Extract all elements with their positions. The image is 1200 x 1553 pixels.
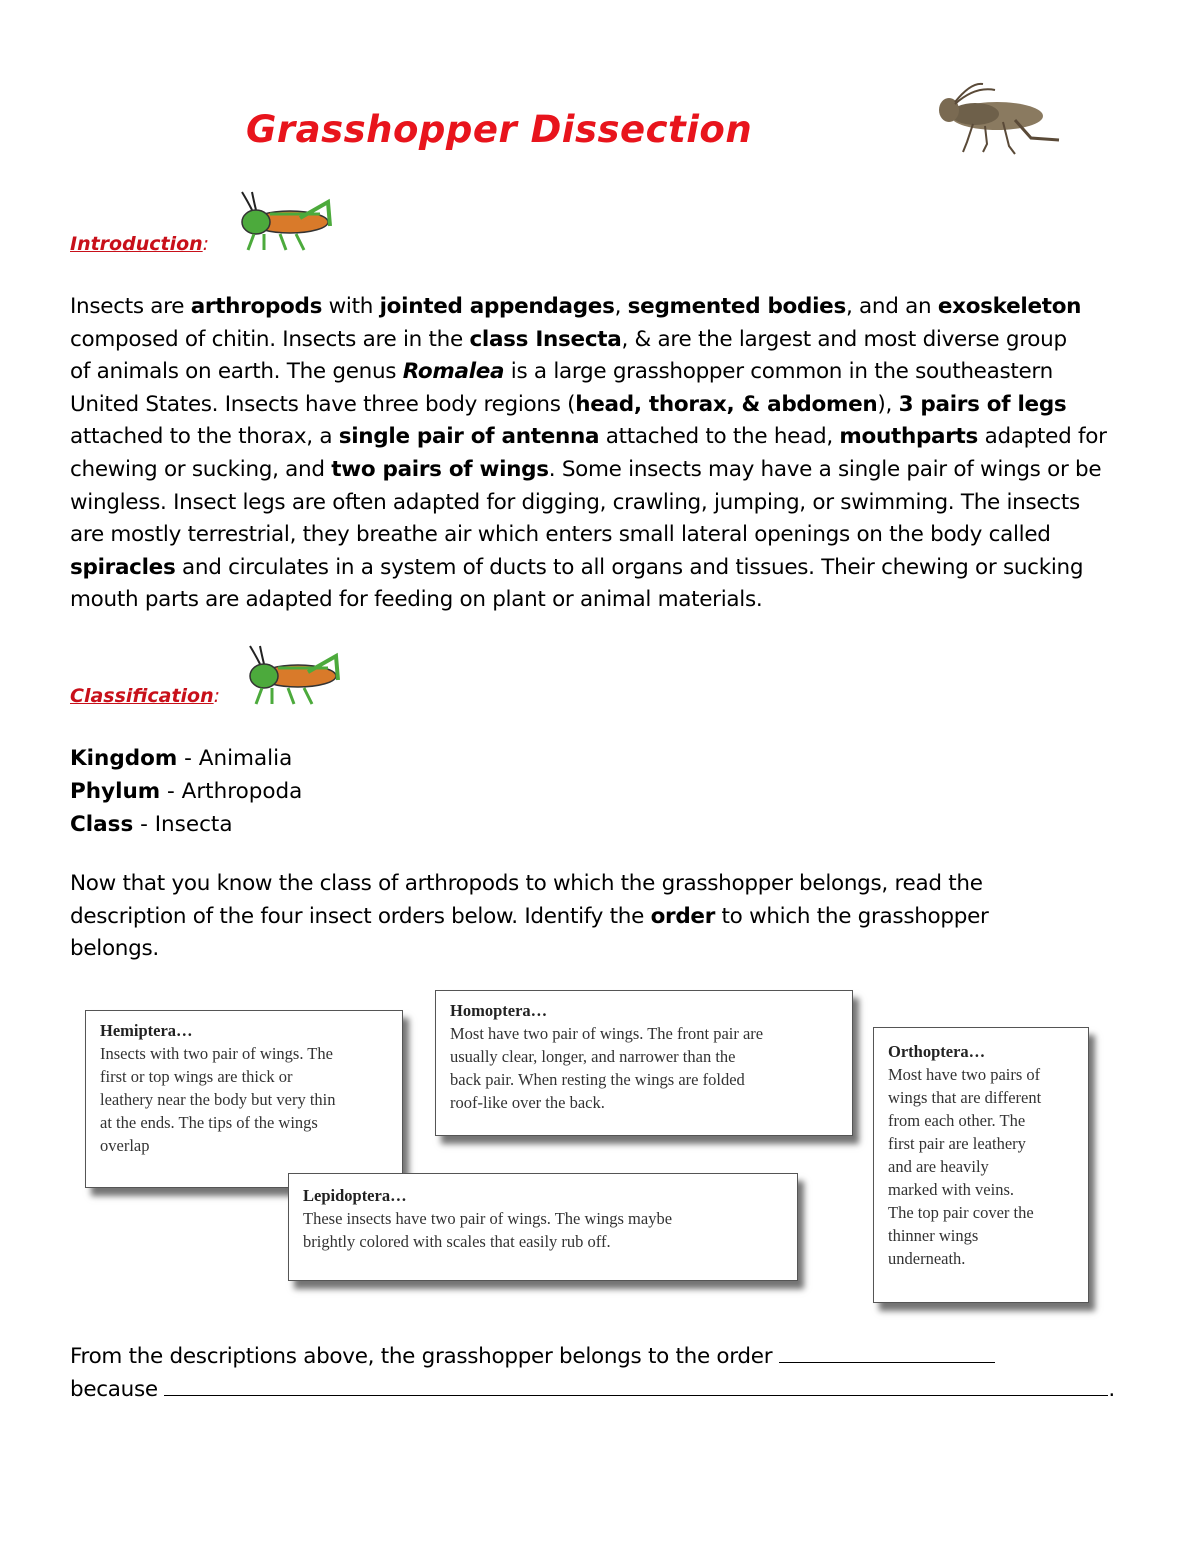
classification-label: Phylum [70,779,161,804]
classification-value: Animalia [198,746,293,771]
bold-term: head, thorax, & abdomen [575,391,878,417]
classification-phylum [70,775,302,808]
text-run: chewing or sucking, and [70,456,332,482]
text-run: attached to the thorax, a [70,424,339,450]
introduction-heading: Introduction [70,233,203,255]
text-line [70,389,1150,422]
introduction-colon: : [202,233,210,255]
text-run: Insects are [70,294,191,319]
text-line [70,868,1150,901]
bold-term: spiracles [70,554,176,580]
classification-sep: - [160,779,182,804]
order-text-line: from each other. The [888,1111,1026,1130]
order-text-line: marked with veins. [888,1180,1015,1199]
classification-colon: : [213,685,221,707]
order-text-line: These insects have two pair of wings. The wings maybe [303,1209,673,1228]
text-run: Now that you know the class of arthropods to which the grasshopper belongs, read the [70,871,983,896]
text-run: adapted for [978,424,1107,450]
question-text: From the descriptions above, the grasshopper belongs to the order [70,1344,773,1369]
order-text-line: roof-like over the back. [450,1093,605,1112]
order-text [303,1207,797,1253]
order-text-line: first pair are leathery [888,1134,1026,1153]
classification-value: Arthropoda [181,779,303,804]
text-line [70,324,1150,357]
bold-term: Romalea [402,359,505,385]
bold-term: segmented bodies [627,294,846,319]
text-run: , and an [845,294,938,319]
bold-term: single pair of antenna [338,424,600,450]
text-run: are mostly terrestrial, they breathe air which enters small lateral openings on the body called [70,522,1051,548]
order-text [888,1063,1088,1270]
classification-label: Class [70,812,134,837]
bold-term: jointed appendages [379,294,615,319]
grasshopper-cartoon-icon-2 [238,642,342,712]
order-text-line: The top pair cover the [888,1203,1034,1222]
question-line-1 [70,1340,995,1373]
text-line [70,901,1150,934]
classification-heading-wrap [70,685,220,707]
text-line [70,454,1150,487]
order-text-line: Most have two pair of wings. The front pair are [450,1024,764,1043]
period: . [1108,1377,1115,1402]
text-line [70,584,1150,617]
text-line [70,552,1150,585]
text-run: belongs. [70,936,159,962]
bold-term: two pairs of wings [331,456,549,482]
order-text-line: Most have two pairs of [888,1065,1041,1084]
order-text-line: at the ends. The tips of the wings [100,1113,318,1132]
classification-sep: - [133,812,155,837]
bold-term: exoskeleton [937,294,1082,319]
text-run: mouth parts are adapted for feeding on plant or animal materials. [70,587,763,613]
introduction-paragraph [70,291,1150,617]
text-run: , [614,294,628,319]
orders-intro-paragraph [70,868,1150,966]
bold-term: 3 pairs of legs [898,391,1067,417]
order-title: Hemiptera… [100,1021,193,1040]
order-text-line: usually clear, longer, and narrower than the [450,1047,736,1066]
text-run: of animals on earth. The genus [70,359,403,385]
text-run: attached to the head, [599,424,840,450]
text-line [70,519,1150,552]
text-line [70,356,1150,389]
text-run: description of the four insect orders below. Identify the [70,903,651,929]
grasshopper-cartoon-icon [230,188,334,258]
order-answer-blank[interactable] [779,1342,995,1363]
order-text-line: brightly colored with scales that easily rub off. [303,1232,611,1251]
order-box-homoptera [435,990,853,1136]
reason-answer-blank[interactable] [164,1375,1108,1396]
text-line [70,421,1150,454]
text-line [70,487,1150,520]
classification-heading: Classification [70,685,214,707]
text-run: composed of chitin. Insects are in the [70,326,470,352]
order-text-line: Insects with two pair of wings. The [100,1044,333,1063]
order-box-lepidoptera [288,1173,798,1281]
text-run: wingless. Insect legs are often adapted for digging, crawling, jumping, or swimming. The insects [70,489,1080,515]
classification-class [70,808,233,841]
text-line [70,933,1150,966]
order-text-line: and are heavily [888,1157,989,1176]
page-title: Grasshopper Dissection [246,108,753,151]
classification-sep: - [177,746,199,771]
order-text-line: first or top wings are thick or [100,1067,293,1086]
order-text-line: wings that are different [888,1088,1042,1107]
order-text-line: thinner wings [888,1226,979,1245]
bold-term: mouthparts [839,424,979,450]
order-text-line: back pair. When resting the wings are folded [450,1070,745,1089]
text-run: and circulates in a system of ducts to all organs and tissues. Their chewing or sucking [175,554,1084,580]
order-title: Homoptera… [450,1001,548,1020]
question-line-2 [70,1373,1115,1406]
order-text-line: underneath. [888,1249,966,1268]
text-run: . Some insects may have a single pair of wings or be [548,456,1102,482]
bold-term: order [650,903,716,929]
order-text [100,1042,402,1157]
text-run: United States. Insects have three body regions ( [70,391,576,417]
order-box-orthoptera [873,1027,1089,1303]
bold-term: class Insecta [469,326,622,352]
text-run: is a large grasshopper common in the southeastern [504,359,1053,385]
classification-kingdom [70,742,292,775]
order-title: Orthoptera… [888,1042,986,1061]
introduction-heading-wrap [70,233,209,255]
bold-term: arthropods [190,294,323,319]
text-run: , & are the largest and most diverse group [621,326,1067,352]
text-run: ), [877,391,899,417]
order-text-line: overlap [100,1136,150,1155]
text-line [70,291,1150,324]
grasshopper-photo-icon [935,80,1065,160]
text-run: with [322,294,380,319]
order-text [450,1022,852,1114]
because-label: because [70,1377,158,1402]
classification-label: Kingdom [70,746,178,771]
text-run: to which the grasshopper [715,903,989,929]
classification-value: Insecta [154,812,233,837]
order-title: Lepidoptera… [303,1186,407,1205]
order-box-hemiptera [85,1010,403,1188]
order-text-line: leathery near the body but very thin [100,1090,336,1109]
